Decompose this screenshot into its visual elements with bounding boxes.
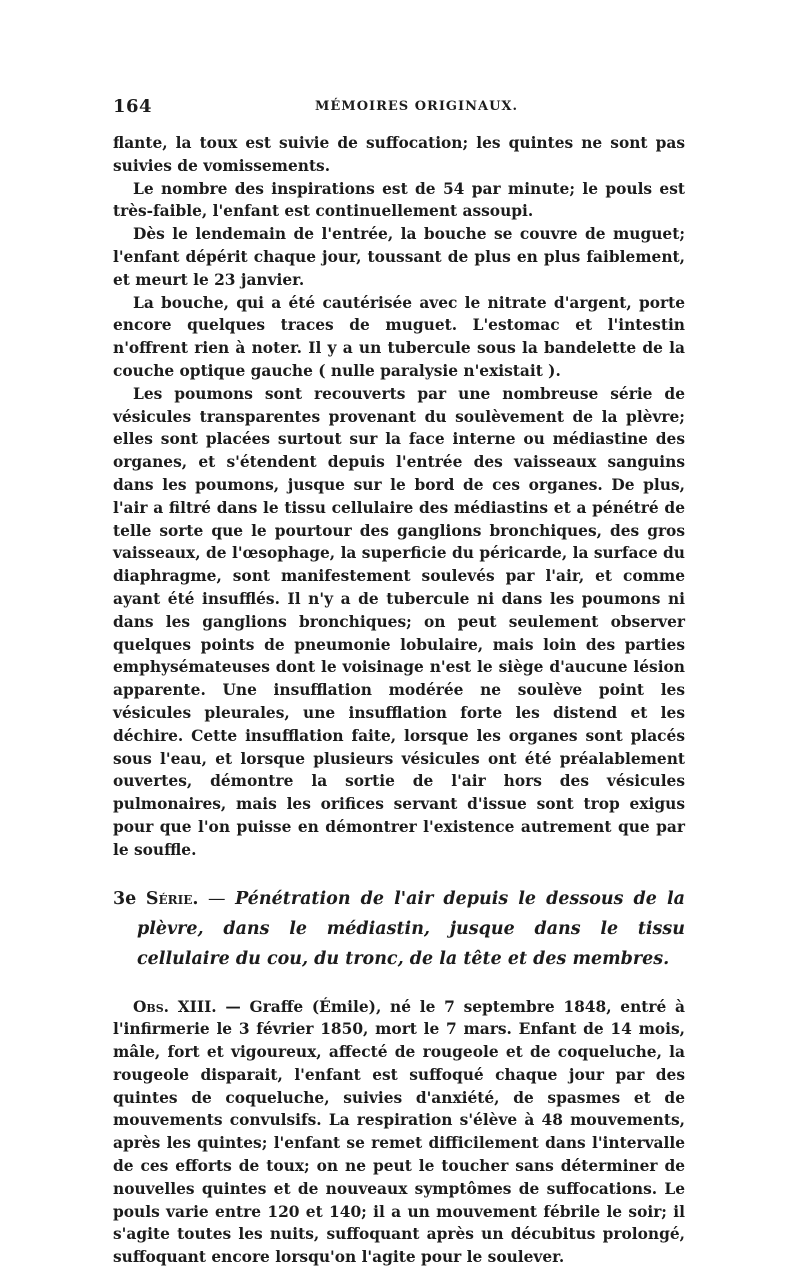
series-heading — [113, 884, 685, 974]
running-head: MÉMOIRES ORIGINAUX. — [315, 99, 518, 114]
series-number: 3e — [113, 889, 136, 909]
paragraph-continuation: flante, la toux est suivie de suffocation; les quintes ne sont pas suivies de vomissements. — [113, 132, 685, 178]
observation-label: Obs. XIII. — [133, 998, 217, 1016]
series-dash: — — [208, 889, 226, 909]
paragraph-poumons: Les poumons sont recouverts par une nombreuse série de vésicules transparentes provenant du soulèvement de la plèvre; elles sont placées surtout sur la face interne ou médiastine des organes, et s'étendent depuis l'entrée des vaisseaux sanguins dans les poumons, jusque sur le bord de ces organes. De plus, l'air a filtré dans le tissu cellulaire des médiastins et a pénétré de telle sorte que le pourtour des ganglions bronchiques, des gros vaisseaux, de l'œsophage, la superficie du péricarde, la surface du diaphragme, sont manifestement soulevés par l'air, et comme ayant été insufflés. Il n'y a de tubercule ni dans les poumons ni dans les ganglions bronchiques; on peut seulement observer quelques points de pneumonie lobulaire, mais loin des parties emphysémateuses dont le voisinage n'est le siège d'aucune lésion apparente. Une insufflation modérée ne soulève point les vésicules pleurales, une insufflation forte les distend et les déchire. Cette insufflation faite, lorsque les organes sont placés sous l'eau, et lorsque plusieurs vésicules ont été préalablement ouvertes, démontre la sortie de l'air hors des vésicules pulmonaires, mais les orifices servant d'issue sont trop exigus pour que l'on puisse en démontrer l'existence autrement que par le souffle. — [113, 383, 685, 862]
paragraph-bouche: La bouche, qui a été cautérisée avec le nitrate d'argent, porte encore quelques traces de muguet. L'estomac et l'intestin n'offrent rien à noter. Il y a un tubercule sous la bandelette de la couche optique gauche ( nulle paralysie n'existait ). — [113, 292, 685, 383]
observation-text: — Graffe (Émile), né le 7 septembre 1848, entré à l'infirmerie le 3 février 1850, mort le 7 mars. Enfant de 14 mois, mâle, fort et vigoureux, affecté de rougeole et de coqueluche, la rougeole disparait, l'enfant est suffoqué chaque jour par des quintes de coqueluche, suivies d'anxiété, de spasmes et de mouvements convulsifs. La respiration s'élève à 48 mouvements, après les quintes; l'enfant se remet difficilement dans l'intervalle de ces efforts de toux; on ne peut le toucher sans déterminer de nouvelles quintes et de nouveaux symptômes de suffocations. Le pouls varie entre 120 et 140; il a un mouvement fébrile le soir; il s'agite toutes les nuits, suffoquant après un décubitus prolongé, suffoquant encore lorsqu'on l'agite pour le soulever. — [113, 998, 685, 1267]
series-title: Pénétration de l'air depuis le dessous de la plèvre, dans le médiastin, jusque dans le tissu cellulaire du cou, du tronc, de la tête et des membres. — [137, 889, 685, 969]
page-header — [113, 96, 685, 122]
paragraph-muguet: Dès le lendemain de l'entrée, la bouche se couvre de muguet; l'enfant dépérit chaque jour, toussant de plus en plus faiblement, et meurt le 23 janvier. — [113, 223, 685, 291]
book-page — [113, 96, 685, 1269]
observation-paragraph — [113, 996, 685, 1269]
paragraph-inspirations: Le nombre des inspirations est de 54 par minute; le pouls est très-faible, l'enfant est continuellement assoupi. — [113, 178, 685, 224]
series-label: Série. — [146, 889, 199, 909]
page-number: 164 — [113, 96, 152, 117]
